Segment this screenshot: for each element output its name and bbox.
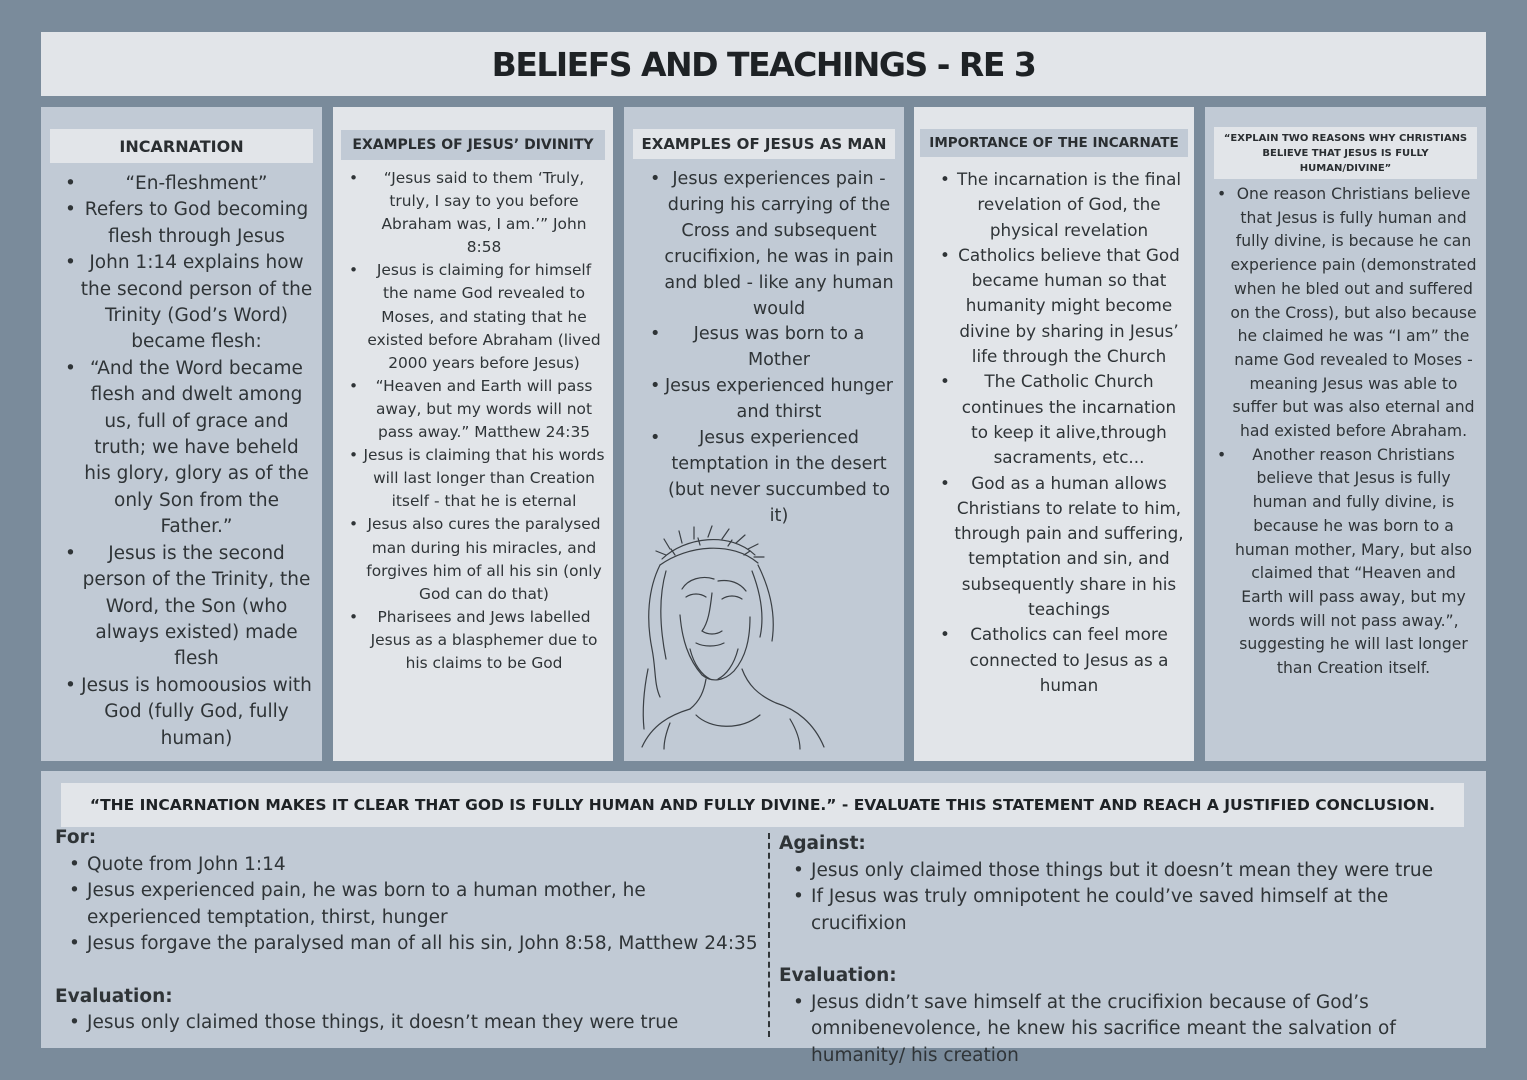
evaluation-list	[779, 990, 1479, 1070]
column-jesus-as-man	[624, 107, 904, 761]
against-section	[779, 831, 1479, 1069]
column-header: IMPORTANCE OF THE INCARNATE	[920, 129, 1188, 157]
list-item: • Jesus is claiming for himself the name God revealed to Moses, and stating that he existed before Abraham (lived 2000 years before Jesus)	[341, 259, 605, 374]
list-item: • Jesus was born to a Mother	[632, 322, 896, 374]
evaluation-label: Evaluation:	[779, 965, 897, 986]
column-divinity	[333, 107, 613, 761]
evaluation-label: Evaluation:	[55, 985, 173, 1007]
list-item: • The Catholic Church continues the incarnation to keep it alive,through sacraments, etc...	[922, 369, 1186, 470]
evaluate-question: “THE INCARNATION MAKES IT CLEAR THAT GOD IS FULLY HUMAN AND FULLY DIVINE.” - EVALUATE THIS STATEMENT AND REACH A JUSTIFIED CONCLUSION.	[61, 783, 1464, 827]
for-label: For:	[55, 827, 97, 848]
list-item: • Jesus experiences pain - during his carrying of the Cross and subsequent crucifixion, he was in pain and bled - like any human would	[632, 167, 896, 322]
list-item: • If Jesus was truly omnipotent he could’ve saved himself at the crucifixion	[779, 884, 1479, 937]
list-item: • Jesus is claiming that his words will last longer than Creation itself - that he is eternal	[341, 444, 605, 513]
list-item: • Jesus only claimed those things but it doesn’t mean they were true	[779, 858, 1479, 885]
list-item: • Quote from John 1:14	[55, 852, 765, 879]
list-item: • Refers to God becoming flesh through Jesus	[49, 197, 314, 250]
list-item: • “Jesus said to them ‘Truly, truly, I say to you before Abraham was, I am.’” John 8:58	[341, 167, 605, 259]
column-header: “EXPLAIN TWO REASONS WHY CHRISTIANS BELIEVE THAT JESUS IS FULLY HUMAN/DIVINE”	[1214, 127, 1477, 179]
column-header: EXAMPLES OF JESUS AS MAN	[633, 129, 895, 159]
evaluation-list	[55, 1010, 765, 1037]
list-item: • Jesus is homoousios with God (fully God, fully human)	[49, 673, 314, 752]
list-item: • Jesus experienced temptation in the desert (but never succumbed to it)	[632, 426, 896, 530]
against-list	[779, 858, 1479, 938]
list-item: • One reason Christians believe that Jesus is fully human and fully divine, is because he can experience pain (demonstrated when he bled out and suffered on the Cross), but also because he claimed he was “I am” the name God revealed to Moses - meaning Jesus was able to suffer but was also eternal and had existed before Abraham.	[1213, 183, 1478, 444]
for-list	[55, 852, 765, 958]
list-item: • “And the Word became flesh and dwelt among us, full of grace and truth; we have beheld his glory, glory as of the only Son from the Father.”	[49, 356, 314, 541]
list-item: • Jesus experienced pain, he was born to a human mother, he experienced temptation, thirst, hunger	[55, 878, 765, 931]
bullet-list	[49, 171, 314, 752]
list-item: • Catholics believe that God became human so that humanity might become divine by sharing in Jesus’ life through the Church	[922, 243, 1186, 369]
jesus-sketch-illustration	[630, 519, 830, 751]
list-item: • Jesus forgave the paralysed man of all his sin, John 8:58, Matthew 24:35	[55, 931, 765, 958]
list-item: • “En-fleshment”	[49, 171, 314, 197]
against-label: Against:	[779, 833, 866, 854]
list-item: • Jesus didn’t save himself at the crucifixion because of God’s omnibenevolence, he knew his sacrifice meant the salvation of humanity/ his creation	[779, 990, 1479, 1070]
bullet-list	[922, 167, 1186, 698]
bullet-list	[341, 167, 605, 675]
list-item: • The incarnation is the final revelation of God, the physical revelation	[922, 167, 1186, 243]
column-incarnation	[41, 107, 322, 761]
evaluate-section	[41, 771, 1486, 1066]
list-item: • Another reason Christians believe that Jesus is fully human and fully divine, is because he was born to a human mother, Mary, but also claimed that “Heaven and Earth will pass away, but my words will not pass away.”, suggesting he will last longer than Creation itself.	[1213, 444, 1478, 681]
list-item: • Pharisees and Jews labelled Jesus as a blasphemer due to his claims to be God	[341, 606, 605, 675]
list-item: • Jesus experienced hunger and thirst	[632, 374, 896, 426]
bullet-list	[632, 167, 896, 530]
list-item: • God as a human allows Christians to relate to him, through pain and suffering, temptation and sin, and subsequently share in his teachings	[922, 471, 1186, 623]
list-item: • Jesus is the second person of the Trinity, the Word, the Son (who always existed) made flesh	[49, 541, 314, 673]
list-item: • “Heaven and Earth will pass away, but my words will not pass away.” Matthew 24:35	[341, 375, 605, 444]
list-item: • Jesus only claimed those things, it doesn’t mean they were true	[55, 1010, 765, 1037]
list-item: • John 1:14 explains how the second person of the Trinity (God’s Word) became flesh:	[49, 250, 314, 356]
column-importance	[914, 107, 1194, 761]
list-item: • Jesus also cures the paralysed man during his miracles, and forgives him of all his sin (only God can do that)	[341, 513, 605, 605]
title-bar	[41, 32, 1486, 96]
for-section	[55, 825, 765, 1037]
column-header: EXAMPLES OF JESUS’ DIVINITY	[341, 130, 605, 160]
column-header: INCARNATION	[50, 129, 313, 163]
page-title: BELIEFS AND TEACHINGS - RE 3	[491, 44, 1036, 84]
list-item: • Catholics can feel more connected to Jesus as a human	[922, 622, 1186, 698]
dashed-divider	[768, 833, 770, 1037]
column-explain-two-reasons	[1205, 107, 1486, 761]
bullet-list	[1213, 183, 1478, 681]
